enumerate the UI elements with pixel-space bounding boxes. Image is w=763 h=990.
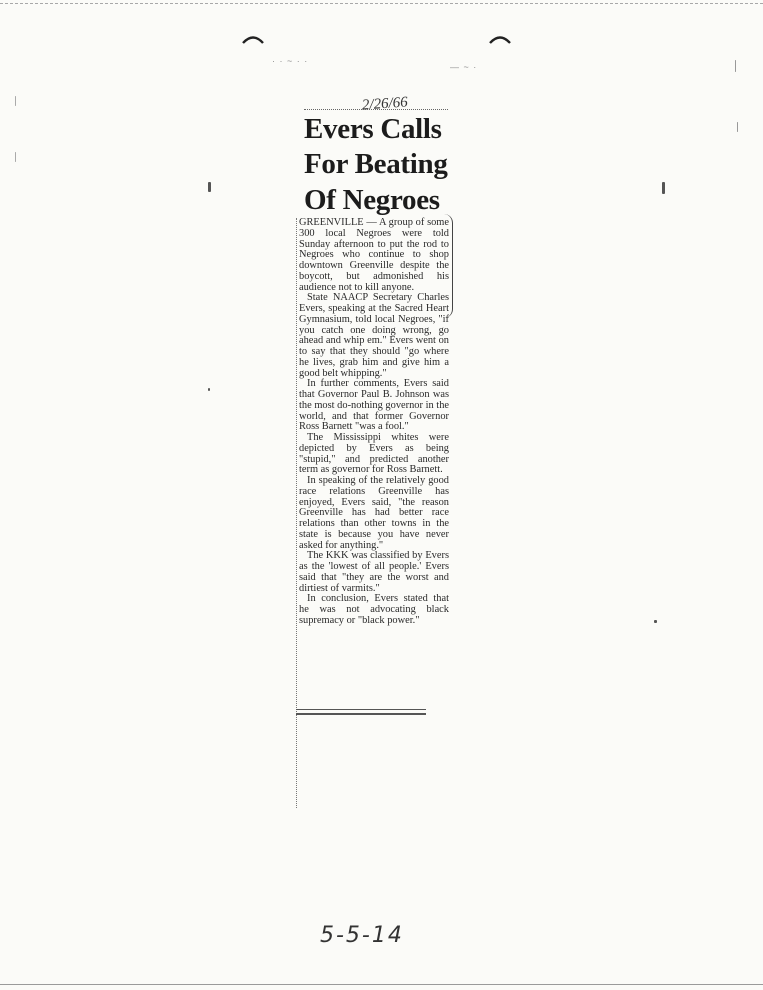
headline-line-2: For Beating <box>304 148 448 180</box>
article-paragraph: In conclusion, Evers stated that he was not advocating black supremacy or "black power." <box>299 593 449 626</box>
punch-hole-mark-right <box>489 34 511 44</box>
headline-line-1: Evers Calls <box>304 113 442 145</box>
article-paragraph: State NAACP Secretary Charles Evers, speaking at the Sacred Heart Gymnasium, told local Negroes, "if you catch one doing wrong, go ahead and whip em." Evers went on to say that they should "go where he lives, grab him and give him a good belt whipping." <box>299 292 449 379</box>
scan-speck <box>654 620 657 623</box>
scan-speck <box>15 96 16 106</box>
article-paragraph: In speaking of the relatively good race relations Greenville has enjoyed, Evers said, "the reason Greenville has had better race relations than other towns in the state is because you have never asked for anything." <box>299 475 449 551</box>
faint-scan-smudge: · · ~ · · <box>272 56 309 66</box>
page-bottom-edge <box>0 984 763 985</box>
article-body <box>299 218 449 627</box>
article-end-rule <box>296 713 426 715</box>
newspaper-clipping <box>296 96 451 716</box>
faint-scan-smudge: — ~ · <box>450 62 478 72</box>
margin-mark-line <box>296 218 297 808</box>
scan-speck <box>737 122 738 132</box>
scan-speck <box>208 182 211 192</box>
scan-speck <box>208 388 210 391</box>
article-paragraph: In further comments, Evers said that Governor Paul B. Johnson was the most do-nothing governor in the world, and that former Governor Ross Barnett "was a fool." <box>299 378 449 433</box>
scan-speck <box>735 60 736 72</box>
article-end-rule <box>296 709 426 710</box>
scan-speck <box>662 182 665 194</box>
article-paragraph: The KKK was classified by Evers as the 'lowest of all people.' Evers said that "they are the worst and dirtiest of varmits." <box>299 550 449 594</box>
headline-line-3: Of Negroes <box>304 184 440 216</box>
article-paragraph: The Mississippi whites were depicted by Evers as being "stupid," and predicted another term as governor for Ross Barnett. <box>299 432 449 476</box>
handwritten-page-number: 5-5-14 <box>320 923 404 948</box>
punch-hole-mark-left <box>242 34 264 44</box>
handwritten-clipping-date: 2/26/66 <box>361 94 409 114</box>
date-underline <box>304 109 448 110</box>
page-top-edge <box>0 3 763 4</box>
article-paragraph: GREENVILLE — A group of some 300 local Negroes were told Sunday afternoon to put the rod to Negroes who continue to shop downtown Greenville despite the boycott, but admonished his audience not to kill anyone. <box>299 217 449 293</box>
scan-speck <box>15 152 16 162</box>
